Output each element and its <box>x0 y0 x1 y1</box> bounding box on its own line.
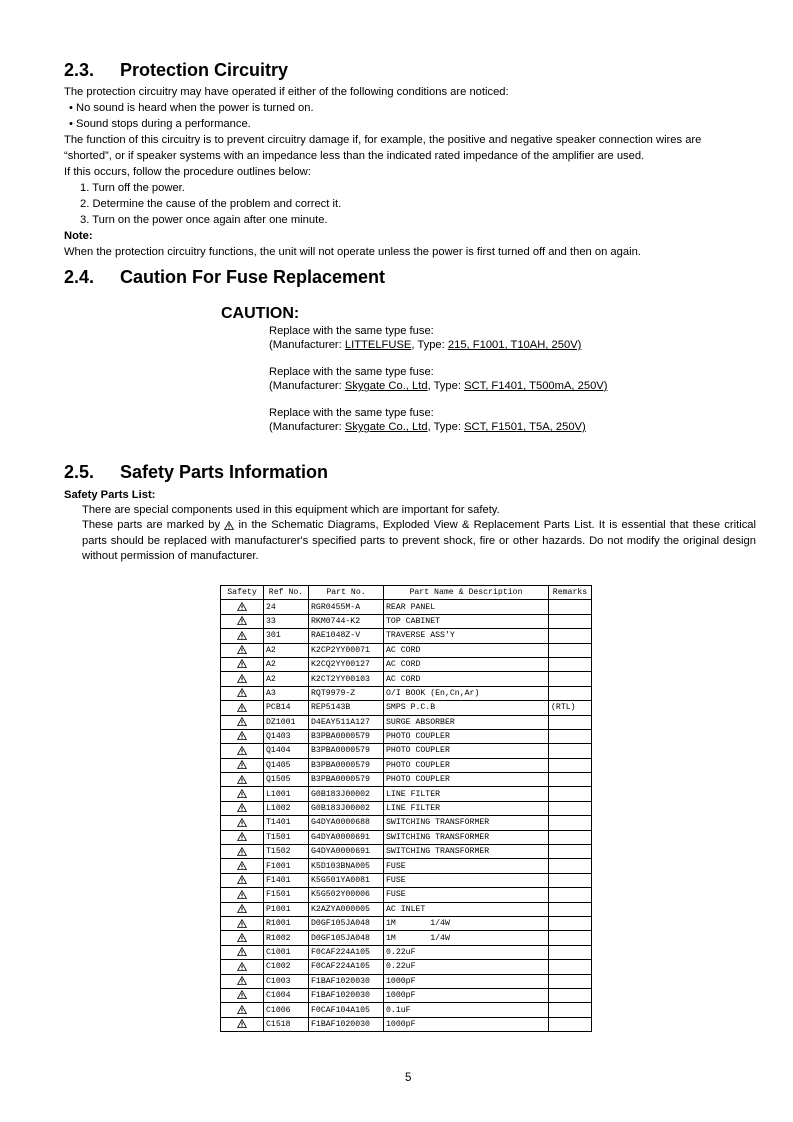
safety-cell <box>221 988 264 1002</box>
safety-cell <box>221 701 264 715</box>
safety-warning-icon <box>237 861 247 870</box>
ref-no-cell: C1518 <box>264 1017 309 1031</box>
column-header: Part No. <box>309 586 384 600</box>
table-row <box>221 657 592 671</box>
safety-cell <box>221 729 264 743</box>
description-cell: FUSE <box>384 888 549 902</box>
part-no-cell: F1BAF1020030 <box>309 1017 384 1031</box>
ref-no-cell: A3 <box>264 686 309 700</box>
part-no-cell: D4EAY511A127 <box>309 715 384 729</box>
table-row <box>221 686 592 700</box>
remarks-cell <box>549 974 592 988</box>
part-no-cell: G4DYA0000691 <box>309 845 384 859</box>
safety-cell <box>221 888 264 902</box>
ref-no-cell: A2 <box>264 643 309 657</box>
part-no-cell: G4DYA0000691 <box>309 830 384 844</box>
safety-warning-icon <box>237 1019 247 1028</box>
fuse-line: Replace with the same type fuse: <box>269 366 434 378</box>
safety-warning-icon <box>237 631 247 640</box>
safety-warning-icon <box>237 976 247 985</box>
ref-no-cell: R1002 <box>264 931 309 945</box>
s23-paragraph: “shorted”, or if speaker systems with an impedance less than the indicated rated impedance of the amplifier are used. <box>64 150 645 162</box>
ref-no-cell: A2 <box>264 657 309 671</box>
ref-no-cell: 24 <box>264 600 309 614</box>
part-no-cell: K5G501YA0081 <box>309 873 384 887</box>
table-row <box>221 715 592 729</box>
description-cell: SWITCHING TRANSFORMER <box>384 830 549 844</box>
safety-cell <box>221 657 264 671</box>
part-no-cell: K5G502Y00006 <box>309 888 384 902</box>
description-cell: PHOTO COUPLER <box>384 729 549 743</box>
fuse-spec <box>269 420 586 434</box>
description-cell: 1000pF <box>384 974 549 988</box>
safety-cell <box>221 614 264 628</box>
safety-warning-icon <box>237 775 247 784</box>
description-cell: AC INLET <box>384 902 549 916</box>
s25-text: in the Schematic Diagrams, Exploded View & Replacement Parts List. It is essential that these critical parts should be replaced with manufacturer's specified parts to prevent shock, fire or other hazards. Do not modify the original design without permission of manufacturer. <box>82 519 757 562</box>
safety-cell <box>221 643 264 657</box>
section-title: Safety Parts Information <box>120 462 329 482</box>
part-no-cell: G0B183J00002 <box>309 787 384 801</box>
table-row <box>221 945 592 959</box>
safety-warning-icon <box>237 717 247 726</box>
part-no-cell: K2AZYA000005 <box>309 902 384 916</box>
safety-warning-icon <box>237 990 247 999</box>
s25-paragraph <box>82 518 756 565</box>
remarks-cell <box>549 801 592 815</box>
safety-cell <box>221 787 264 801</box>
ref-no-cell: C1003 <box>264 974 309 988</box>
fuse-block <box>269 406 586 434</box>
ref-no-cell: T1501 <box>264 830 309 844</box>
s23-step: 1. Turn off the power. <box>80 182 185 194</box>
part-no-cell: RQT9979-Z <box>309 686 384 700</box>
ref-no-cell: PCB14 <box>264 701 309 715</box>
safety-warning-icon <box>237 789 247 798</box>
safety-cell <box>221 758 264 772</box>
safety-warning-icon <box>237 645 247 654</box>
fuse-line: Replace with the same type fuse: <box>269 325 434 337</box>
remarks-cell <box>549 916 592 930</box>
safety-warning-icon <box>237 904 247 913</box>
fuse-mid: , Type: <box>427 421 465 433</box>
table-row <box>221 600 592 614</box>
description-cell: 0.1uF <box>384 1003 549 1017</box>
description-cell: 0.22uF <box>384 945 549 959</box>
table-row <box>221 1017 592 1031</box>
remarks-cell <box>549 787 592 801</box>
part-no-cell: K2CQ2YY00127 <box>309 657 384 671</box>
safety-warning-icon <box>237 760 247 769</box>
part-no-cell: F0CAF224A105 <box>309 960 384 974</box>
safety-warning-icon <box>237 832 247 841</box>
ref-no-cell: 301 <box>264 629 309 643</box>
ref-no-cell: F1501 <box>264 888 309 902</box>
column-header: Ref No. <box>264 586 309 600</box>
part-no-cell: F1BAF1020030 <box>309 974 384 988</box>
ref-no-cell: L1002 <box>264 801 309 815</box>
safety-cell <box>221 859 264 873</box>
description-cell: AC CORD <box>384 643 549 657</box>
table-row <box>221 931 592 945</box>
column-header: Remarks <box>549 586 592 600</box>
ref-no-cell: F1001 <box>264 859 309 873</box>
safety-warning-icon <box>237 919 247 928</box>
column-header: Safety <box>221 586 264 600</box>
part-no-cell: B3PBA0000579 <box>309 729 384 743</box>
safety-cell <box>221 931 264 945</box>
description-cell: O/I BOOK (En,Cn,Ar) <box>384 686 549 700</box>
remarks-cell <box>549 715 592 729</box>
ref-no-cell: DZ1001 <box>264 715 309 729</box>
section-2-4-heading <box>64 267 385 288</box>
safety-warning-icon <box>237 602 247 611</box>
fuse-manufacturer: LITTELFUSE <box>344 339 412 351</box>
table-row <box>221 1003 592 1017</box>
fuse-mid: , Type: <box>411 339 448 351</box>
description-cell: SWITCHING TRANSFORMER <box>384 845 549 859</box>
fuse-type: 215, F1001, T10AH, 250V) <box>447 339 582 351</box>
part-no-cell: RAE1048Z-V <box>309 629 384 643</box>
fuse-type: SCT, F1501, T5A, 250V) <box>464 421 586 433</box>
fuse-manufacturer: Skygate Co., Ltd <box>344 421 428 433</box>
safety-warning-icon <box>237 746 247 755</box>
safety-cell <box>221 1003 264 1017</box>
section-number: 2.5. <box>64 462 95 482</box>
description-cell: TOP CABINET <box>384 614 549 628</box>
table-row <box>221 643 592 657</box>
safety-cell <box>221 845 264 859</box>
remarks-cell <box>549 816 592 830</box>
table-row <box>221 888 592 902</box>
s23-step: 2. Determine the cause of the problem and correct it. <box>80 198 342 210</box>
fuse-type: SCT, F1401, T500mA, 250V) <box>464 380 608 392</box>
table-row <box>221 614 592 628</box>
safety-warning-icon <box>237 947 247 956</box>
remarks-cell <box>549 931 592 945</box>
safety-warning-icon <box>237 674 247 683</box>
description-cell: PHOTO COUPLER <box>384 758 549 772</box>
fuse-line: Replace with the same type fuse: <box>269 407 434 419</box>
table-row <box>221 830 592 844</box>
description-cell: PHOTO COUPLER <box>384 744 549 758</box>
table-row <box>221 744 592 758</box>
description-cell: 1000pF <box>384 988 549 1002</box>
description-cell: PHOTO COUPLER <box>384 773 549 787</box>
description-cell: 0.22uF <box>384 960 549 974</box>
fuse-prefix: (Manufacturer: <box>269 421 345 433</box>
remarks-cell <box>549 945 592 959</box>
ref-no-cell: P1001 <box>264 902 309 916</box>
safety-cell <box>221 945 264 959</box>
remarks-cell <box>549 988 592 1002</box>
table-row <box>221 787 592 801</box>
safety-warning-icon <box>237 847 247 856</box>
safety-warning-icon <box>237 803 247 812</box>
safety-cell <box>221 801 264 815</box>
safety-cell <box>221 916 264 930</box>
ref-no-cell: Q1405 <box>264 758 309 772</box>
table-header-row <box>221 586 592 600</box>
part-no-cell: RGR0455M-A <box>309 600 384 614</box>
section-title: Protection Circuitry <box>120 60 289 80</box>
table-row <box>221 816 592 830</box>
part-no-cell: F0CAF224A105 <box>309 945 384 959</box>
fuse-block <box>269 365 608 393</box>
description-cell: SURGE ABSORBER <box>384 715 549 729</box>
safety-warning-icon <box>237 890 247 899</box>
s25-paragraph: There are special components used in this equipment which are important for safety. <box>82 504 500 516</box>
safety-warning-icon <box>237 933 247 942</box>
remarks-cell <box>549 672 592 686</box>
safety-warning-icon <box>237 962 247 971</box>
table-row <box>221 902 592 916</box>
fuse-manufacturer: Skygate Co., Ltd <box>344 380 428 392</box>
table-row <box>221 916 592 930</box>
ref-no-cell: T1401 <box>264 816 309 830</box>
safety-cell <box>221 600 264 614</box>
table-row <box>221 960 592 974</box>
table-row <box>221 988 592 1002</box>
s23-note-text: When the protection circuitry functions, the unit will not operate unless the power is first turned off and then on again. <box>64 246 641 258</box>
page-number: 5 <box>405 1072 412 1084</box>
s23-step: 3. Turn on the power once again after one minute. <box>80 214 328 226</box>
safety-cell <box>221 902 264 916</box>
safety-parts-list-label: Safety Parts List: <box>64 489 156 501</box>
ref-no-cell: Q1404 <box>264 744 309 758</box>
remarks-cell <box>549 614 592 628</box>
remarks-cell <box>549 873 592 887</box>
safety-cell <box>221 686 264 700</box>
table-row <box>221 758 592 772</box>
description-cell: 1M 1/4W <box>384 916 549 930</box>
s23-bullet: • Sound stops during a performance. <box>69 118 251 130</box>
description-cell: FUSE <box>384 859 549 873</box>
remarks-cell <box>549 830 592 844</box>
section-2-5-heading <box>64 462 328 483</box>
part-no-cell: D0GF105JA048 <box>309 916 384 930</box>
table-row <box>221 729 592 743</box>
remarks-cell: (RTL) <box>549 701 592 715</box>
description-cell: 1000pF <box>384 1017 549 1031</box>
part-no-cell: B3PBA0000579 <box>309 744 384 758</box>
s23-note-label: Note: <box>64 230 93 242</box>
table-row <box>221 773 592 787</box>
remarks-cell <box>549 845 592 859</box>
ref-no-cell: T1502 <box>264 845 309 859</box>
part-no-cell: G4DYA0000688 <box>309 816 384 830</box>
ref-no-cell: 33 <box>264 614 309 628</box>
ref-no-cell: R1001 <box>264 916 309 930</box>
safety-warning-icon <box>237 688 247 697</box>
remarks-cell <box>549 629 592 643</box>
description-cell: SMPS P.C.B <box>384 701 549 715</box>
part-no-cell: REP5143B <box>309 701 384 715</box>
remarks-cell <box>549 729 592 743</box>
table-body <box>221 600 592 1032</box>
description-cell: 1M 1/4W <box>384 931 549 945</box>
safety-cell <box>221 773 264 787</box>
safety-parts-table <box>220 585 592 1032</box>
safety-warning-icon <box>237 703 247 712</box>
s23-bullet: • No sound is heard when the power is turned on. <box>69 102 314 114</box>
description-cell: REAR PANEL <box>384 600 549 614</box>
safety-warning-icon <box>237 818 247 827</box>
fuse-mid: , Type: <box>427 380 465 392</box>
ref-no-cell: C1001 <box>264 945 309 959</box>
table-row <box>221 801 592 815</box>
safety-cell <box>221 1017 264 1031</box>
remarks-cell <box>549 960 592 974</box>
section-title: Caution For Fuse Replacement <box>120 267 386 287</box>
table-row <box>221 672 592 686</box>
ref-no-cell: C1004 <box>264 988 309 1002</box>
ref-no-cell: C1006 <box>264 1003 309 1017</box>
s23-paragraph: If this occurs, follow the procedure outlines below: <box>64 166 311 178</box>
safety-cell <box>221 960 264 974</box>
safety-cell <box>221 816 264 830</box>
s25-text: These parts are marked by <box>82 519 221 531</box>
table-row <box>221 701 592 715</box>
remarks-cell <box>549 902 592 916</box>
fuse-block <box>269 324 581 352</box>
section-number: 2.3. <box>64 60 95 80</box>
s23-paragraph: The function of this circuitry is to prevent circuitry damage if, for example, the positive and negative speaker connection wires are <box>64 134 702 146</box>
safety-warning-icon <box>237 875 247 884</box>
table-row <box>221 974 592 988</box>
column-header: Part Name & Description <box>384 586 549 600</box>
part-no-cell: D0GF105JA048 <box>309 931 384 945</box>
remarks-cell <box>549 686 592 700</box>
description-cell: SWITCHING TRANSFORMER <box>384 816 549 830</box>
description-cell: TRAVERSE ASS'Y <box>384 629 549 643</box>
ref-no-cell: L1001 <box>264 787 309 801</box>
fuse-spec <box>269 338 581 352</box>
ref-no-cell: F1401 <box>264 873 309 887</box>
part-no-cell: F0CAF104A105 <box>309 1003 384 1017</box>
fuse-prefix: (Manufacturer: <box>269 339 345 351</box>
ref-no-cell: Q1403 <box>264 729 309 743</box>
description-cell: AC CORD <box>384 657 549 671</box>
safety-cell <box>221 629 264 643</box>
section-number: 2.4. <box>64 267 95 287</box>
remarks-cell <box>549 600 592 614</box>
remarks-cell <box>549 888 592 902</box>
description-cell: LINE FILTER <box>384 787 549 801</box>
remarks-cell <box>549 1017 592 1031</box>
safety-cell <box>221 974 264 988</box>
description-cell: LINE FILTER <box>384 801 549 815</box>
safety-warning-icon <box>237 616 247 625</box>
part-no-cell: B3PBA0000579 <box>309 773 384 787</box>
remarks-cell <box>549 657 592 671</box>
remarks-cell <box>549 1003 592 1017</box>
description-cell: AC CORD <box>384 672 549 686</box>
description-cell: FUSE <box>384 873 549 887</box>
table-row <box>221 629 592 643</box>
remarks-cell <box>549 758 592 772</box>
fuse-prefix: (Manufacturer: <box>269 380 345 392</box>
part-no-cell: K2CP2YY00071 <box>309 643 384 657</box>
s23-intro: The protection circuitry may have operated if either of the following conditions are noticed: <box>64 86 509 98</box>
part-no-cell: F1BAF1020030 <box>309 988 384 1002</box>
safety-cell <box>221 744 264 758</box>
safety-warning-icon <box>237 731 247 740</box>
ref-no-cell: Q1505 <box>264 773 309 787</box>
safety-warning-icon <box>237 1005 247 1014</box>
table-row <box>221 859 592 873</box>
safety-cell <box>221 873 264 887</box>
caution-title: CAUTION: <box>221 305 300 322</box>
fuse-spec <box>269 379 608 393</box>
safety-warning-icon <box>224 521 234 530</box>
remarks-cell <box>549 773 592 787</box>
part-no-cell: K2CT2YY00103 <box>309 672 384 686</box>
ref-no-cell: A2 <box>264 672 309 686</box>
table-row <box>221 845 592 859</box>
table-row <box>221 873 592 887</box>
safety-cell <box>221 830 264 844</box>
safety-cell <box>221 672 264 686</box>
safety-warning-icon <box>237 659 247 668</box>
remarks-cell <box>549 744 592 758</box>
part-no-cell: K5D103BNA005 <box>309 859 384 873</box>
remarks-cell <box>549 859 592 873</box>
section-2-3-heading <box>64 60 288 81</box>
part-no-cell: G0B183J00002 <box>309 801 384 815</box>
part-no-cell: B3PBA0000579 <box>309 758 384 772</box>
safety-cell <box>221 715 264 729</box>
remarks-cell <box>549 643 592 657</box>
part-no-cell: RKM0744-K2 <box>309 614 384 628</box>
ref-no-cell: C1002 <box>264 960 309 974</box>
